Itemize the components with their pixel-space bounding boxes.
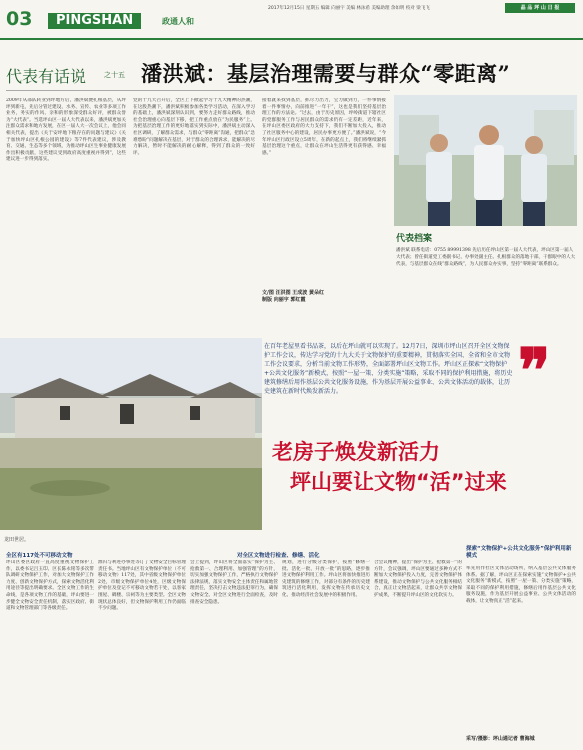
top-headline: 潘洪斌：基层治理需要与群众“零距离” [141, 61, 511, 86]
section-label-cn: 政通人和 [162, 17, 194, 26]
byline-layout: 制版 向丽宇 郭红霞 [262, 297, 306, 303]
subhead-1: 全区有117处不可移动文物 [6, 553, 73, 559]
byline-authors: 文/图 汪洪图 王成波 黄朵红 [262, 290, 325, 296]
feature-headline-line1: 老房子焕发新活力 [272, 440, 440, 464]
feature-intro: 在百年老屋里看书品茶，以后在坪山就可以实现了。12月7日，深圳市坪山区召开全区文物保护工作会议，传达学习党的十九大关于文物保护的重要精神，贯彻落实全国、全省和全市文物工作会议要求，分析当前文物工作形势，全面部署坪山区文物工作。坪山区正探索“文物保护+公共文化服务”新模式，按照“一屋一策、分类实施”策略，采取不同的保护利用措施，将历史建筑修缮后用作基层公共文化服务设施，作为基层开展公益事业、公共文体活动的载体，让历史建筑在新时代焕发新活力。 [264, 343, 513, 395]
building-photo [0, 338, 262, 530]
body-column-3: 会上提到，坪山区将全面落实“保护为主、抢救第一、合理利用、加强管理”的方针，切实加强文物保护工作，严格执行文物保护法律法规，落实文物安全主体责任和属地管理责任，坚决打击文物违法犯罪行为，确保文物安全。对全区文物进行全面检查，及时排查安全隐患。 [190, 560, 278, 605]
photo-caption: 龙田世居。 [4, 537, 30, 543]
feature-headline-line2: 坪山要让文物“活”过来 [290, 470, 507, 494]
page-number: 03 [6, 8, 33, 30]
section-label-en: PINGSHAN [48, 13, 141, 29]
portrait-photo [394, 95, 577, 226]
body-column-4: 规划，进行分级分类保护，按照“修缮一批、活化一批、开放一批”的思路，逐步推进文物保护利用工作。坪山区将加快推进历史建筑的修缮工作，对部分有条件的历史建筑进行活化利用，发挥文物在传承历史文化、推动经济社会发展中的积极作用。 [282, 560, 370, 598]
body-column-5: 合会议精神，提出“保护为主、抢救第一”的方针，会议强调，坪山区要通过多种方式不断加大文物保护投入力度，完善文物保护体系建设，推动文物保护与公共文化服务相结合，真正让文物活起来，让群众共享文物保护成果，不断提升坪山区的文化软实力。 [374, 560, 462, 598]
portrait-photo-illustration [394, 95, 577, 226]
column-tag: 代表有话说 [6, 67, 87, 86]
archive-title: 代表档案 [396, 234, 433, 244]
subhead-3: 探索“文物保护+公共文化服务”保护利用新模式 [466, 546, 572, 559]
quote-mark-icon: ❞ [518, 336, 551, 406]
subhead-2: 对全区文物进行检查、修缮、活化 [237, 553, 320, 559]
body-column-2: 源归与利进办事处等订了文物安全目标管理责任书。当地坪山区有文物保护单位（不可移动文物）117处，其中省级文物保护单位2处，市级文物保护单位4处，区级文物保护单位及登记不可移动文物若干处，以客家围屋、碉楼、宗祠等为主要类型。全区文物现状总体良好，但文物保护利用工作仍面临不少问题。 [98, 560, 186, 612]
archive-text: 潘洪斌 联系电话：0755 89991398 先后历任坪山区第一届人大代表，坪山区第一届人大代表；曾任街道党工委副书记、办事处副主任。扎根群众的落地干部，干群眼中的人大代表，与基层群众在线“群众路线”，为人民群众办实事，坚持“零距离”联系群众。 [396, 248, 576, 267]
column-number: 之十五 [104, 71, 125, 79]
body-column-1: 坪山区委区政府一直高度重视文物保护工作，以委书记吕玉印、区长陈永铭等多次带队调研文物保护工作，对加大文物保护工作力度、创新文物保护方式，探索文物活化利用途径等提出明确要求。全区文物工作的生命线，是各项文物工作的基础，坪山要进一步健全文物安全责任机制，落实区政府、街道和文物管理部门等各级责任。 [6, 560, 94, 612]
body-column-6: 率先用作社区文体活动场所，纳入基层公共文体服务体系。据了解，坪山区正在探索实施“文物保护+公共文化服务”新模式，按照“一屋一策、分类实施”策略，采取不同的保护利用措施，修缮后用作基层公共文化服务设施，作为基层开展公益事业、公共文体活动的载体，让文物真正“活”起来。 [466, 566, 576, 604]
article-column-1: 2009年从部队转业到坪地方后，潘洪斌便扎根基层，从坪坪到新屯，先后分管过建设、水务、宣传、农业等多项工作业务，务实的作风、亲和的形象深受群众好评，被群众誉为“大代表”。当选坪山区一届人大代表以来，潘洪斌更加关注群众需求和地方发展，在区一届人大一次会议上，他会同相关代表，提出《关于安坪地下粮存在的问题与建议》《关于加快坪山区扎根公园的建设》等7件代表建议，涉及教育、交通、生态等多个领域，为推动坪山区生事业健康发展作出积极贡献，这些建议受到政府高度重视并得到“，这些建议进一步得到落实。 [6, 98, 126, 163]
reporter-credit: 采写/摄影：坪山通记者 曹海城 [466, 736, 535, 742]
masthead-logo: 晶 品 坪 山 日 报 [505, 3, 575, 13]
building-photo-illustration [0, 338, 262, 530]
divider [6, 90, 390, 91]
byline [262, 290, 324, 304]
article-column-3: 接着就来找到基层，抓尽力出力，宝力做到力，一件事情接着一件事情办，向前推进“一年干”，这也是我们坚持基层治理工作的方法论。“过去，由于历史原因，坪岭街道下辖社区的党群服务工作与居民群众的需求仍有一定差距，近年来，在坪山区委区政府的大力支持下，我们不断加大投入，推动了社区服务中心的建设，居民办事更方便了。”潘洪斌说，“今年坪山区行政区设立5周年，在新的起点上，我们将继续紧抓基层治理这个重点，让群众在坪山生活得更有获得感、幸福感。” [262, 98, 386, 156]
article-column-2: 党的十九大召开后，全区上下掀起学习十九大精神的热潮，在这股热潮下，潘洪斌积极参加各类学习活动，在深入学习的基础上，潘洪斌深刻认识到，要努力走好群众路线，推动社会治理重心向基层下移，把工作重点放在“为民服务”上。为把基层治理工作的更好地落实到实际中，潘洪斌主动深入社区调研，了解群众需求，与群众“零距离”沟通，把群众“急难愁盼”问题解决在基层，对于群众的合理诉求，能解决的尽力解决，暂时不能解决的耐心解释，得到了群众的一致好评。 [133, 98, 255, 156]
edition-meta: 2017年12月15日 星期五 编辑 向丽宇 美编 林泳希 美编助理 余如明 校对 梁飞飞 [268, 6, 430, 11]
